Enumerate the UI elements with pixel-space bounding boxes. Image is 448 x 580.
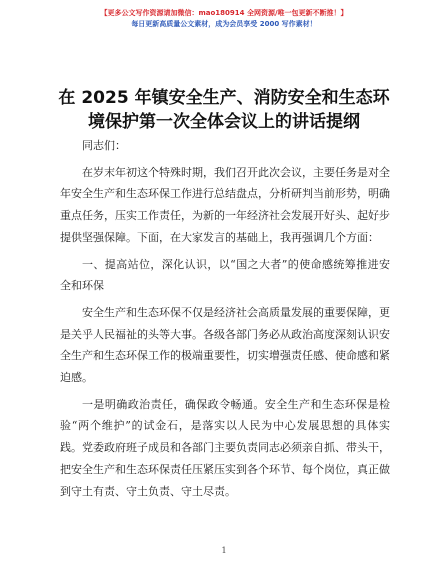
paragraph-section-1: 安全生产和生态环保不仅是经济社会高质量发展的重要保障，更是关乎人民福祉的头等大事。各级各部门务必从政治高度深刻认识安全生产和生态环保工作的极端重要性，切实增强责任感、使命感和紧迫感。 (60, 305, 390, 385)
document-title: 在 2025 年镇安全生产、消防安全和生态环境保护第一次全体会议上的讲话提纲 (58, 88, 390, 132)
paragraph-intro: 在岁末年初这个特殊时期，我们召开此次会议，主要任务是对全年安全生产和生态环保工作进行总结盘点，分析研判当前形势，明确重点任务，压实工作责任，为新的一年经济社会发展开好头、起好步提供坚强保障。下面，在大家发言的基础上，我再强调几个方面： (60, 165, 390, 244)
promo-banner-line-2: 每日更新高质量公文素材，成为会员享受 2000 写作素材！ (131, 20, 317, 28)
paragraph-point-1: 一是明确政治责任，确保政令畅通。安全生产和生态环保是检验“两个维护”的试金石，是落实以人民为中心发展思想的具体实践。党委政府班子成员和各部门主要负责同志必须亲自抓、带头干，把安全生产和生态环保责任压紧压实到各个环节、每个岗位，真正做到守土有责、守土负责、守土尽责。 (60, 397, 390, 498)
document-body (60, 135, 390, 507)
page-number: 1 (221, 546, 227, 555)
salutation: 同志们： (82, 139, 126, 152)
section-heading-1: 一、提高站位，深化认识，以“国之大者”的使命感统筹推进安全和环保 (60, 257, 390, 293)
promo-banner (0, 8, 448, 30)
promo-banner-line-1: 【更多公文写作资源请加微信：mao180914 全网资源/唯一包更新不断推！】 (100, 9, 348, 17)
